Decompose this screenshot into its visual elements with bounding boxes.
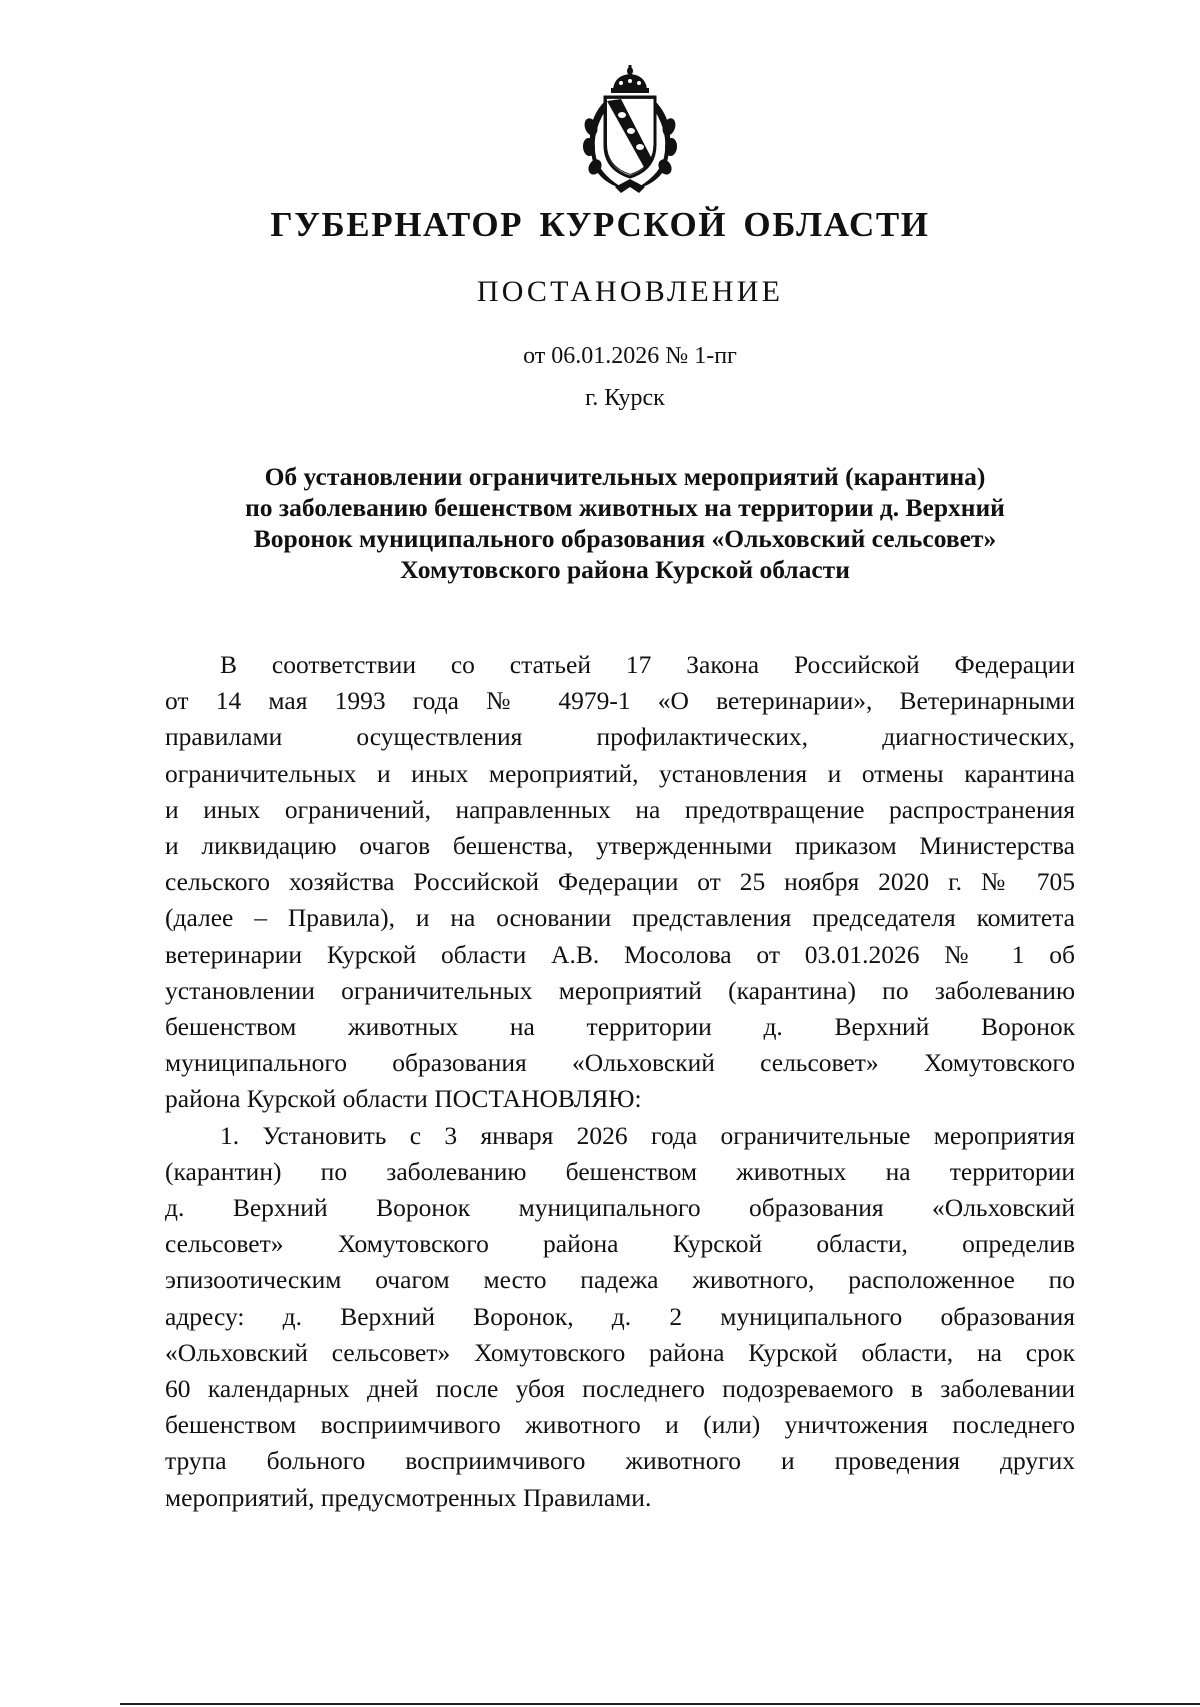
body-line: адресу: д. Верхний Воронок, д. 2 муниципального образования [165,1301,1075,1331]
title-line: Хомутовского района Курской области [400,555,850,584]
document-type: ПОСТАНОВЛЕНИЕ [476,275,784,308]
document-place: г. Курск [585,385,665,411]
body-line: правилами осуществления профилактических, диагностических, [165,722,1075,752]
kursk-coat-of-arms-icon [575,65,685,195]
document-body [165,647,1075,1516]
scan-bottom-edge [120,1703,1200,1705]
body-line: 1. Установить с 3 января 2026 года ограничительные мероприятия [220,1120,1075,1150]
body-line: установлении ограничительных мероприятий (карантина) по заболеванию [165,975,1075,1005]
body-line: д. Верхний Воронок муниципального образования «Ольховский [165,1193,1075,1223]
body-line: трупа больного восприимчивого животного и проведения других [165,1446,1075,1476]
body-line: и ликвидацию очагов бешенства, утвержденными приказом Министерства [165,831,1075,861]
body-line: бешенством восприимчивого животного и (или) уничтожения последнего [165,1410,1075,1440]
body-line: 60 календарных дней после убоя последнего подозреваемого в заболевании [165,1374,1075,1404]
body-line: сельсовет» Хомутовского района Курской области, определив [165,1229,1075,1259]
body-line: мероприятий, предусмотренных Правилами. [165,1482,652,1512]
body-line: В соответствии со статьей 17 Закона Российской Федерации [220,650,1075,679]
body-line: эпизоотическим очагом место падежа животного, расположенное по [165,1265,1075,1295]
body-line: муниципального образования «Ольховский сельсовет» Хомутовского [165,1048,1075,1078]
document-title [150,461,1100,585]
title-line: Об установлении ограничительных мероприятий (карантина) [264,462,986,491]
body-line: сельского хозяйства Российской Федерации от 25 ноября 2020 г. № 705 [165,867,1075,897]
body-line: бешенством животных на территории д. Верхний Воронок [165,1012,1075,1042]
body-line: ограничительных и иных мероприятий, установления и отмены карантина [165,758,1075,788]
body-line: ветеринарии Курской области А.В. Мосолова от 03.01.2026 № 1 об [165,939,1075,969]
body-line: (карантин) по заболеванию бешенством животных на территории [165,1156,1075,1186]
body-line: от 14 мая 1993 года № 4979-1 «О ветеринарии», Ветеринарными [165,686,1075,716]
body-line: (далее – Правила), и на основании представления председателя комитета [165,903,1075,933]
title-line: по заболеванию бешенством животных на территории д. Верхний [245,493,1005,522]
body-line: района Курской области ПОСТАНОВЛЯЮ: [165,1084,642,1114]
body-line: «Ольховский сельсовет» Хомутовского района Курской области, на срок [165,1337,1075,1367]
document-date-number: от 06.01.2026 № 1-пг [523,343,737,369]
issuing-authority: ГУБЕРНАТОР КУРСКОЙ ОБЛАСТИ [270,205,930,244]
title-line: Воронок муниципального образования «Ольховский сельсовет» [253,524,997,553]
body-line: и иных ограничений, направленных на предотвращение распространения [165,794,1075,824]
